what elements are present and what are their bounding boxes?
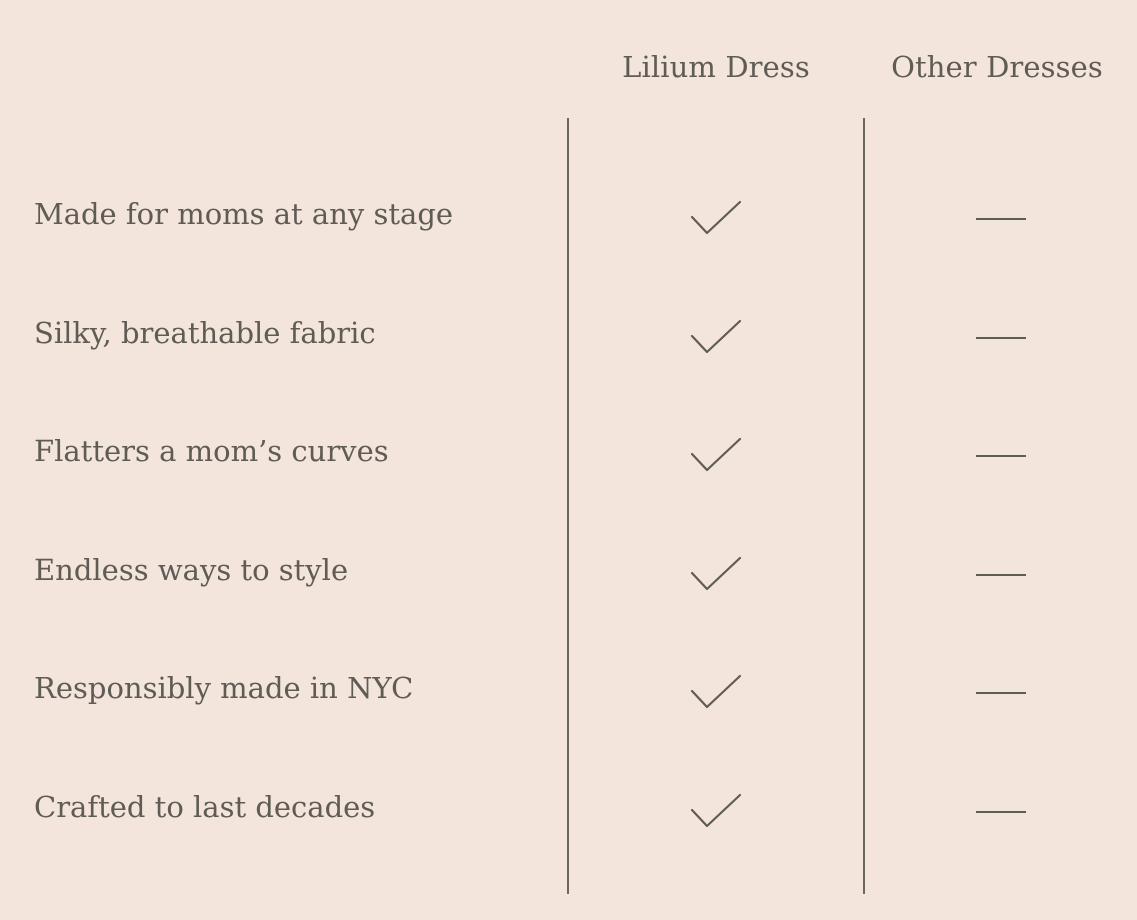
table-row	[0, 395, 1137, 514]
table-row	[0, 751, 1137, 870]
feature-label: Crafted to last decades	[34, 789, 376, 824]
table-row	[0, 277, 1137, 396]
dash-icon	[976, 692, 1026, 694]
table-row	[0, 632, 1137, 751]
feature-label: Flatters a mom’s curves	[34, 434, 389, 468]
other-cell	[853, 554, 1137, 594]
column-header-lilium-dress: Lilium Dress	[622, 50, 810, 84]
check-icon	[689, 673, 743, 711]
table-row	[0, 158, 1137, 277]
feature-label: Endless ways to style	[34, 552, 349, 587]
feature-rows	[0, 158, 1137, 869]
dash-icon	[976, 218, 1026, 220]
dash-icon	[976, 337, 1026, 339]
dash-icon	[976, 811, 1026, 813]
feature-label: Responsibly made in NYC	[34, 671, 414, 705]
lilium-cell	[568, 198, 864, 238]
column-header-other-dresses: Other Dresses	[891, 50, 1103, 84]
feature-label: Silky, breathable fabric	[34, 315, 376, 350]
lilium-cell	[568, 317, 864, 357]
feature-label: Made for moms at any stage	[34, 197, 454, 231]
lilium-cell	[568, 672, 864, 712]
other-cell	[853, 317, 1137, 357]
lilium-cell	[568, 435, 864, 475]
check-icon	[689, 318, 743, 356]
lilium-cell	[568, 554, 864, 594]
check-icon	[689, 199, 743, 237]
dash-icon	[976, 574, 1026, 576]
dash-icon	[976, 455, 1026, 457]
check-icon	[689, 555, 743, 593]
check-icon	[689, 792, 743, 830]
other-cell	[853, 791, 1137, 831]
other-cell	[853, 198, 1137, 238]
table-row	[0, 514, 1137, 633]
other-cell	[853, 672, 1137, 712]
check-icon	[689, 436, 743, 474]
other-cell	[853, 435, 1137, 475]
lilium-cell	[568, 791, 864, 831]
